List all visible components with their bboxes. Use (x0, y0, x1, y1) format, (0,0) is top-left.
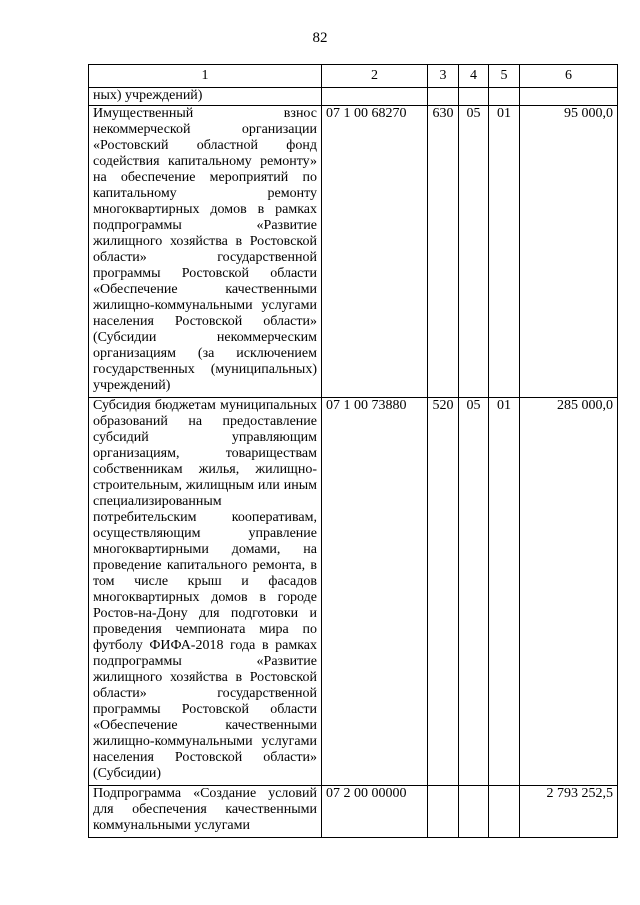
row-name: Имущественный взнос некоммерческой организации «Ростовский областной фонд содействия капитальному ремонту» на обеспечение мероприятий по капитальному ремонту многоквартирных домов в рамках подпрограммы «Развитие жилищного хозяйства в Ростовской области» государственной программы Ростовской области «Обеспечение качественными жилищно-коммунальными услугами населения Ростовской области» (Субсидии некоммерческим организациям (за исключением государственных (муниципальных) учреждений) (89, 106, 322, 398)
row-code: 07 1 00 73880 (322, 398, 428, 786)
header-col-4: 4 (459, 65, 489, 88)
row-code: 07 2 00 00000 (322, 786, 428, 838)
continuation-row (89, 88, 618, 106)
table-row (89, 786, 618, 838)
row-pr: 01 (489, 106, 520, 398)
header-col-2: 2 (322, 65, 428, 88)
header-col-1: 1 (89, 65, 322, 88)
row-name: Подпрограмма «Создание условий для обеспечения качественными коммунальными услугами (89, 786, 322, 838)
row-name: Субсидия бюджетам муниципальных образований на предоставление субсидий управляющим организациям, товариществам собственникам жилья, жилищно-строительным, жилищным или иным специализированным потребительским кооперативам, осуществляющим управление многоквартирными домами, на проведение капитального ремонта, в том числе крыш и фасадов многоквартирных домов в городе Ростов-на-Дону для подготовки и проведения чемпионата мира по футболу ФИФА-2018 года в рамках подпрограммы «Развитие жилищного хозяйства в Ростовской области» государственной программы Ростовской области «Обеспечение качественными жилищно-коммунальными услугами населения Ростовской области» (Субсидии) (89, 398, 322, 786)
row-amount: 2 793 252,5 (520, 786, 618, 838)
header-row (89, 65, 618, 88)
header-col-6: 6 (520, 65, 618, 88)
table-row (89, 398, 618, 786)
page-number: 82 (312, 30, 328, 46)
row-rz (459, 786, 489, 838)
header-col-5: 5 (489, 65, 520, 88)
table-row (89, 106, 618, 398)
continuation-text: ных) учреждений) (89, 88, 322, 106)
row-vr: 630 (428, 106, 459, 398)
header-col-3: 3 (428, 65, 459, 88)
row-rz: 05 (459, 106, 489, 398)
row-vr (428, 786, 459, 838)
row-rz: 05 (459, 398, 489, 786)
row-vr: 520 (428, 398, 459, 786)
row-amount: 95 000,0 (520, 106, 618, 398)
row-pr (489, 786, 520, 838)
row-code: 07 1 00 68270 (322, 106, 428, 398)
row-amount: 285 000,0 (520, 398, 618, 786)
budget-table (88, 64, 618, 838)
row-pr: 01 (489, 398, 520, 786)
